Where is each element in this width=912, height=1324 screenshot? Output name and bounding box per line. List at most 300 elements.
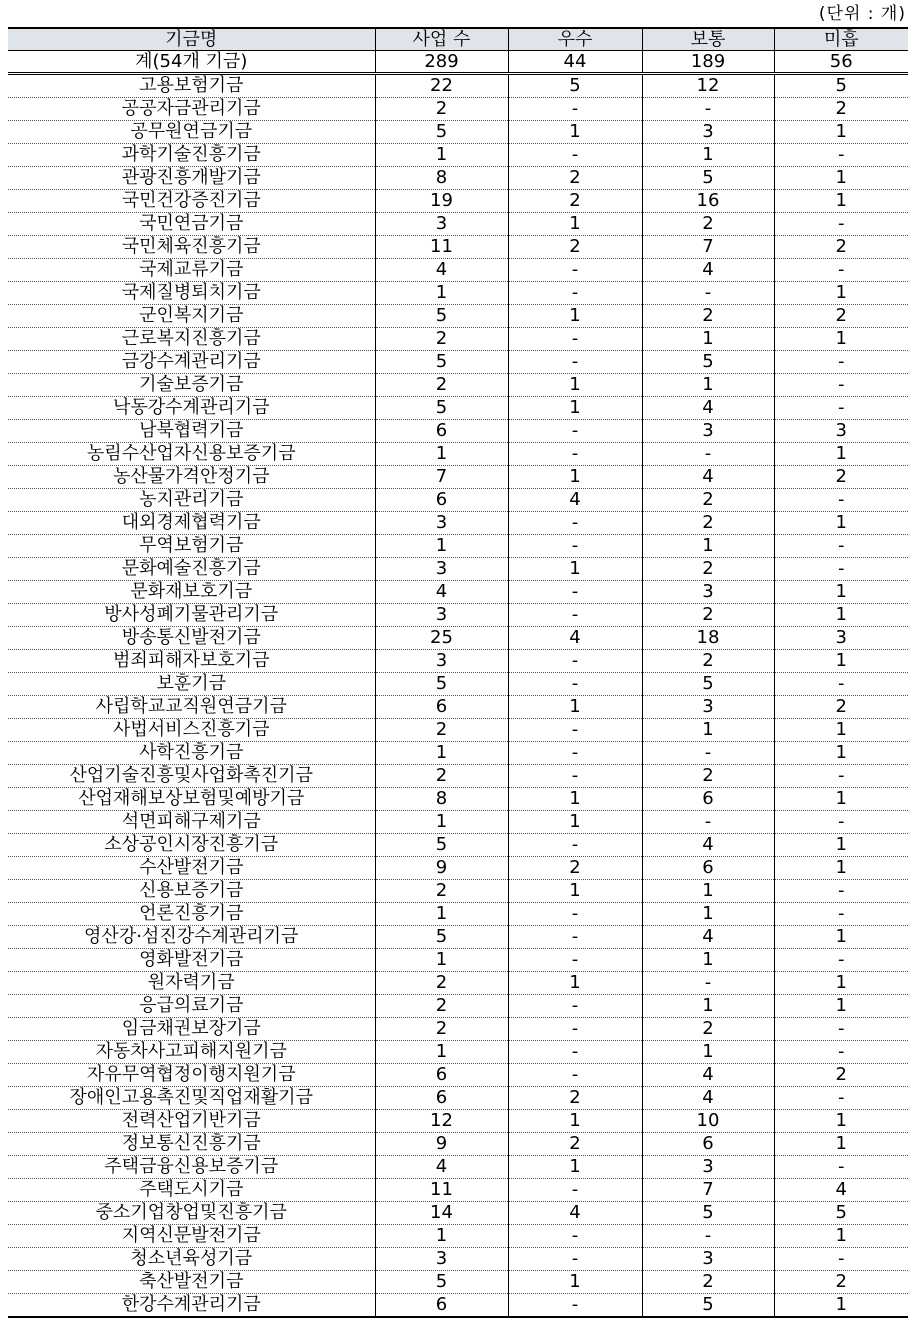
normal-cell: - — [642, 98, 774, 121]
excellent-cell: 1 — [508, 1156, 642, 1179]
insufficient-cell: - — [774, 374, 908, 397]
normal-cell: 2 — [642, 604, 774, 627]
excellent-cell: 1 — [508, 305, 642, 328]
normal-cell: 3 — [642, 696, 774, 719]
fund-name-cell: 주택도시기금 — [8, 1179, 375, 1202]
insufficient-cell: - — [774, 489, 908, 512]
table-row — [8, 1248, 908, 1271]
fund-name-cell: 문화재보호기금 — [8, 581, 375, 604]
insufficient-cell: 1 — [774, 1133, 908, 1156]
table-row — [8, 420, 908, 443]
table-row — [8, 972, 908, 995]
project-count-cell: 6 — [375, 696, 508, 719]
fund-name-cell: 국제교류기금 — [8, 259, 375, 282]
table-row — [8, 696, 908, 719]
table-row — [8, 834, 908, 857]
project-count-cell: 1 — [375, 949, 508, 972]
project-count-cell: 2 — [375, 98, 508, 121]
project-count-cell: 25 — [375, 627, 508, 650]
insufficient-cell: 2 — [774, 305, 908, 328]
fund-name-cell: 국민연금기금 — [8, 213, 375, 236]
project-count-cell: 22 — [375, 74, 508, 98]
table-row — [8, 1179, 908, 1202]
fund-name-cell: 한강수계관리기금 — [8, 1294, 375, 1318]
header-fund-name: 기금명 — [8, 28, 375, 51]
header-project-count: 사업 수 — [375, 28, 508, 51]
insufficient-cell: 1 — [774, 1225, 908, 1248]
insufficient-cell: - — [774, 880, 908, 903]
normal-cell: 10 — [642, 1110, 774, 1133]
table-row — [8, 74, 908, 98]
normal-cell: - — [642, 443, 774, 466]
fund-name-cell: 중소기업창업및진흥기금 — [8, 1202, 375, 1225]
insufficient-cell: - — [774, 535, 908, 558]
fund-name-cell: 지역신문발전기금 — [8, 1225, 375, 1248]
project-count-cell: 2 — [375, 995, 508, 1018]
normal-cell: 2 — [642, 512, 774, 535]
project-count-cell: 6 — [375, 420, 508, 443]
table-row — [8, 627, 908, 650]
excellent-cell: - — [508, 834, 642, 857]
normal-cell: 3 — [642, 1156, 774, 1179]
table-row — [8, 1041, 908, 1064]
fund-name-cell: 자동차사고피해지원기금 — [8, 1041, 375, 1064]
project-count-cell: 6 — [375, 1064, 508, 1087]
fund-name-cell: 고용보험기금 — [8, 74, 375, 98]
insufficient-cell: 1 — [774, 1110, 908, 1133]
fund-name-cell: 자유무역협정이행지원기금 — [8, 1064, 375, 1087]
total-insufficient: 56 — [774, 51, 908, 74]
excellent-cell: - — [508, 535, 642, 558]
project-count-cell: 3 — [375, 650, 508, 673]
normal-cell: - — [642, 1225, 774, 1248]
table-row — [8, 305, 908, 328]
table-row — [8, 535, 908, 558]
table-row — [8, 673, 908, 696]
normal-cell: 4 — [642, 397, 774, 420]
normal-cell: 5 — [642, 673, 774, 696]
insufficient-cell: 1 — [774, 282, 908, 305]
total-label: 계(54개 기금) — [8, 51, 375, 74]
table-row — [8, 903, 908, 926]
excellent-cell: 1 — [508, 466, 642, 489]
project-count-cell: 11 — [375, 236, 508, 259]
excellent-cell: - — [508, 995, 642, 1018]
normal-cell: 12 — [642, 74, 774, 98]
fund-name-cell: 언론진흥기금 — [8, 903, 375, 926]
normal-cell: 2 — [642, 213, 774, 236]
project-count-cell: 14 — [375, 1202, 508, 1225]
table-row — [8, 1271, 908, 1294]
header-row — [8, 28, 908, 51]
normal-cell: 1 — [642, 144, 774, 167]
normal-cell: - — [642, 811, 774, 834]
excellent-cell: - — [508, 650, 642, 673]
normal-cell: - — [642, 742, 774, 765]
excellent-cell: - — [508, 328, 642, 351]
normal-cell: 4 — [642, 466, 774, 489]
project-count-cell: 1 — [375, 1041, 508, 1064]
normal-cell: 6 — [642, 857, 774, 880]
normal-cell: 16 — [642, 190, 774, 213]
table-row — [8, 581, 908, 604]
table-row — [8, 604, 908, 627]
excellent-cell: - — [508, 581, 642, 604]
normal-cell: 2 — [642, 1018, 774, 1041]
project-count-cell: 3 — [375, 604, 508, 627]
excellent-cell: - — [508, 98, 642, 121]
total-excellent: 44 — [508, 51, 642, 74]
project-count-cell: 1 — [375, 535, 508, 558]
project-count-cell: 1 — [375, 811, 508, 834]
total-normal: 189 — [642, 51, 774, 74]
normal-cell: 1 — [642, 949, 774, 972]
normal-cell: 5 — [642, 1202, 774, 1225]
table-row — [8, 788, 908, 811]
insufficient-cell: - — [774, 213, 908, 236]
header-normal: 보통 — [642, 28, 774, 51]
table-row — [8, 558, 908, 581]
project-count-cell: 2 — [375, 972, 508, 995]
fund-name-cell: 석면피해구제기금 — [8, 811, 375, 834]
normal-cell: 4 — [642, 259, 774, 282]
excellent-cell: - — [508, 765, 642, 788]
insufficient-cell: 3 — [774, 420, 908, 443]
project-count-cell: 5 — [375, 397, 508, 420]
fund-name-cell: 과학기술진흥기금 — [8, 144, 375, 167]
project-count-cell: 6 — [375, 1294, 508, 1318]
table-row — [8, 1087, 908, 1110]
table-row — [8, 811, 908, 834]
fund-rows — [8, 74, 908, 1318]
table-row — [8, 190, 908, 213]
header-insufficient: 미흡 — [774, 28, 908, 51]
normal-cell: 3 — [642, 581, 774, 604]
excellent-cell: 2 — [508, 236, 642, 259]
normal-cell: 5 — [642, 351, 774, 374]
table-row — [8, 995, 908, 1018]
insufficient-cell: 1 — [774, 834, 908, 857]
table-row — [8, 489, 908, 512]
project-count-cell: 1 — [375, 903, 508, 926]
excellent-cell: 1 — [508, 696, 642, 719]
project-count-cell: 12 — [375, 1110, 508, 1133]
project-count-cell: 4 — [375, 581, 508, 604]
normal-cell: 6 — [642, 1133, 774, 1156]
insufficient-cell: 1 — [774, 443, 908, 466]
excellent-cell: 5 — [508, 74, 642, 98]
table-row — [8, 466, 908, 489]
excellent-cell: 2 — [508, 1133, 642, 1156]
table-row — [8, 512, 908, 535]
insufficient-cell: 2 — [774, 696, 908, 719]
project-count-cell: 2 — [375, 328, 508, 351]
insufficient-cell: 1 — [774, 190, 908, 213]
table-row — [8, 857, 908, 880]
normal-cell: 4 — [642, 1087, 774, 1110]
normal-cell: 1 — [642, 880, 774, 903]
fund-name-cell: 농림수산업자신용보증기금 — [8, 443, 375, 466]
insufficient-cell: 4 — [774, 1179, 908, 1202]
excellent-cell: 1 — [508, 121, 642, 144]
excellent-cell: 2 — [508, 167, 642, 190]
normal-cell: 5 — [642, 1294, 774, 1318]
table-row — [8, 167, 908, 190]
normal-cell: 2 — [642, 305, 774, 328]
project-count-cell: 9 — [375, 857, 508, 880]
table-row — [8, 926, 908, 949]
table-row — [8, 765, 908, 788]
excellent-cell: - — [508, 1064, 642, 1087]
fund-name-cell: 문화예술진흥기금 — [8, 558, 375, 581]
insufficient-cell: - — [774, 765, 908, 788]
excellent-cell: 4 — [508, 1202, 642, 1225]
excellent-cell: 2 — [508, 857, 642, 880]
insufficient-cell: 5 — [774, 1202, 908, 1225]
table-row — [8, 374, 908, 397]
excellent-cell: 1 — [508, 213, 642, 236]
project-count-cell: 3 — [375, 558, 508, 581]
table-row — [8, 719, 908, 742]
normal-cell: 2 — [642, 558, 774, 581]
project-count-cell: 3 — [375, 213, 508, 236]
project-count-cell: 5 — [375, 673, 508, 696]
normal-cell: 1 — [642, 995, 774, 1018]
normal-cell: 1 — [642, 328, 774, 351]
fund-name-cell: 근로복지진흥기금 — [8, 328, 375, 351]
insufficient-cell: 1 — [774, 512, 908, 535]
project-count-cell: 11 — [375, 1179, 508, 1202]
excellent-cell: - — [508, 1294, 642, 1318]
insufficient-cell: 1 — [774, 719, 908, 742]
project-count-cell: 7 — [375, 466, 508, 489]
excellent-cell: 1 — [508, 972, 642, 995]
table-row — [8, 1064, 908, 1087]
excellent-cell: - — [508, 719, 642, 742]
excellent-cell: 2 — [508, 190, 642, 213]
table-row — [8, 1133, 908, 1156]
total-project-count: 289 — [375, 51, 508, 74]
fund-name-cell: 국민체육진흥기금 — [8, 236, 375, 259]
fund-name-cell: 농산물가격안정기금 — [8, 466, 375, 489]
excellent-cell: 1 — [508, 558, 642, 581]
project-count-cell: 19 — [375, 190, 508, 213]
table-row — [8, 213, 908, 236]
insufficient-cell: 2 — [774, 1064, 908, 1087]
table-row — [8, 351, 908, 374]
excellent-cell: 1 — [508, 1271, 642, 1294]
insufficient-cell: - — [774, 351, 908, 374]
excellent-cell: - — [508, 1041, 642, 1064]
fund-name-cell: 군인복지기금 — [8, 305, 375, 328]
fund-name-cell: 수산발전기금 — [8, 857, 375, 880]
excellent-cell: 1 — [508, 788, 642, 811]
project-count-cell: 3 — [375, 1248, 508, 1271]
insufficient-cell: 1 — [774, 742, 908, 765]
fund-name-cell: 국제질병퇴치기금 — [8, 282, 375, 305]
project-count-cell: 2 — [375, 765, 508, 788]
insufficient-cell: 1 — [774, 995, 908, 1018]
normal-cell: 1 — [642, 1041, 774, 1064]
table-row — [8, 1156, 908, 1179]
normal-cell: 18 — [642, 627, 774, 650]
normal-cell: 3 — [642, 121, 774, 144]
project-count-cell: 1 — [375, 282, 508, 305]
project-count-cell: 8 — [375, 788, 508, 811]
excellent-cell: - — [508, 1225, 642, 1248]
insufficient-cell: 2 — [774, 466, 908, 489]
table-row — [8, 1225, 908, 1248]
table-row — [8, 1110, 908, 1133]
insufficient-cell: - — [774, 903, 908, 926]
fund-name-cell: 산업기술진흥및사업화촉진기금 — [8, 765, 375, 788]
fund-name-cell: 남북협력기금 — [8, 420, 375, 443]
normal-cell: 1 — [642, 719, 774, 742]
project-count-cell: 2 — [375, 374, 508, 397]
insufficient-cell: - — [774, 1156, 908, 1179]
fund-name-cell: 전력산업기반기금 — [8, 1110, 375, 1133]
fund-name-cell: 방사성폐기물관리기금 — [8, 604, 375, 627]
fund-name-cell: 금강수계관리기금 — [8, 351, 375, 374]
insufficient-cell: 1 — [774, 972, 908, 995]
unit-label: (단위 : 개) — [818, 4, 906, 24]
project-count-cell: 1 — [375, 443, 508, 466]
table-row — [8, 949, 908, 972]
table-row — [8, 1018, 908, 1041]
fund-name-cell: 산업재해보상보험및예방기금 — [8, 788, 375, 811]
insufficient-cell: - — [774, 558, 908, 581]
fund-name-cell: 원자력기금 — [8, 972, 375, 995]
table-row — [8, 236, 908, 259]
project-count-cell: 4 — [375, 259, 508, 282]
insufficient-cell: - — [774, 1248, 908, 1271]
excellent-cell: - — [508, 512, 642, 535]
fund-name-cell: 임금채권보장기금 — [8, 1018, 375, 1041]
normal-cell: 2 — [642, 1271, 774, 1294]
project-count-cell: 3 — [375, 512, 508, 535]
header-excellent: 우수 — [508, 28, 642, 51]
project-count-cell: 4 — [375, 1156, 508, 1179]
fund-name-cell: 대외경제협력기금 — [8, 512, 375, 535]
insufficient-cell: 1 — [774, 328, 908, 351]
project-count-cell: 2 — [375, 719, 508, 742]
normal-cell: 2 — [642, 489, 774, 512]
insufficient-cell: - — [774, 811, 908, 834]
table-row — [8, 397, 908, 420]
normal-cell: 4 — [642, 1064, 774, 1087]
insufficient-cell: 1 — [774, 167, 908, 190]
project-count-cell: 5 — [375, 926, 508, 949]
insufficient-cell: 1 — [774, 121, 908, 144]
project-count-cell: 8 — [375, 167, 508, 190]
fund-name-cell: 사학진흥기금 — [8, 742, 375, 765]
table-row — [8, 1202, 908, 1225]
excellent-cell: - — [508, 673, 642, 696]
fund-name-cell: 범죄피해자보호기금 — [8, 650, 375, 673]
normal-cell: 6 — [642, 788, 774, 811]
excellent-cell: - — [508, 926, 642, 949]
normal-cell: 3 — [642, 420, 774, 443]
excellent-cell: - — [508, 903, 642, 926]
table-row — [8, 282, 908, 305]
project-count-cell: 9 — [375, 1133, 508, 1156]
project-count-cell: 5 — [375, 834, 508, 857]
fund-evaluation-table — [8, 27, 908, 1318]
insufficient-cell: 1 — [774, 788, 908, 811]
normal-cell: 4 — [642, 926, 774, 949]
normal-cell: 4 — [642, 834, 774, 857]
normal-cell: 1 — [642, 903, 774, 926]
fund-name-cell: 응급의료기금 — [8, 995, 375, 1018]
excellent-cell: - — [508, 949, 642, 972]
normal-cell: 2 — [642, 650, 774, 673]
table-row — [8, 144, 908, 167]
project-count-cell: 2 — [375, 880, 508, 903]
table-row — [8, 259, 908, 282]
insufficient-cell: - — [774, 259, 908, 282]
insufficient-cell: - — [774, 949, 908, 972]
table-row — [8, 742, 908, 765]
total-row — [8, 51, 908, 74]
project-count-cell: 6 — [375, 1087, 508, 1110]
fund-name-cell: 장애인고용촉진및직업재활기금 — [8, 1087, 375, 1110]
insufficient-cell: - — [774, 1018, 908, 1041]
normal-cell: 1 — [642, 535, 774, 558]
fund-name-cell: 사법서비스진흥기금 — [8, 719, 375, 742]
fund-name-cell: 청소년육성기금 — [8, 1248, 375, 1271]
insufficient-cell: - — [774, 397, 908, 420]
normal-cell: 2 — [642, 765, 774, 788]
project-count-cell: 5 — [375, 305, 508, 328]
excellent-cell: - — [508, 259, 642, 282]
excellent-cell: 4 — [508, 627, 642, 650]
insufficient-cell: - — [774, 1087, 908, 1110]
insufficient-cell: 1 — [774, 926, 908, 949]
fund-name-cell: 영화발전기금 — [8, 949, 375, 972]
table-row — [8, 98, 908, 121]
normal-cell: 5 — [642, 167, 774, 190]
fund-name-cell: 주택금융신용보증기금 — [8, 1156, 375, 1179]
table-row — [8, 328, 908, 351]
excellent-cell: - — [508, 1018, 642, 1041]
normal-cell: 7 — [642, 1179, 774, 1202]
fund-name-cell: 낙동강수계관리기금 — [8, 397, 375, 420]
excellent-cell: - — [508, 1179, 642, 1202]
insufficient-cell: 2 — [774, 236, 908, 259]
insufficient-cell: 5 — [774, 74, 908, 98]
insufficient-cell: 3 — [774, 627, 908, 650]
table-row — [8, 880, 908, 903]
excellent-cell: 1 — [508, 1110, 642, 1133]
fund-name-cell: 국민건강증진기금 — [8, 190, 375, 213]
excellent-cell: - — [508, 282, 642, 305]
fund-name-cell: 관광진흥개발기금 — [8, 167, 375, 190]
project-count-cell: 5 — [375, 351, 508, 374]
excellent-cell: 2 — [508, 1087, 642, 1110]
fund-name-cell: 정보통신진흥기금 — [8, 1133, 375, 1156]
insufficient-cell: 1 — [774, 857, 908, 880]
project-count-cell: 6 — [375, 489, 508, 512]
insufficient-cell: 1 — [774, 604, 908, 627]
fund-name-cell: 영산강·섬진강수계관리기금 — [8, 926, 375, 949]
table-row — [8, 650, 908, 673]
normal-cell: 1 — [642, 374, 774, 397]
insufficient-cell: - — [774, 1041, 908, 1064]
fund-name-cell: 공공자금관리기금 — [8, 98, 375, 121]
excellent-cell: - — [508, 1248, 642, 1271]
excellent-cell: 1 — [508, 397, 642, 420]
excellent-cell: 1 — [508, 880, 642, 903]
